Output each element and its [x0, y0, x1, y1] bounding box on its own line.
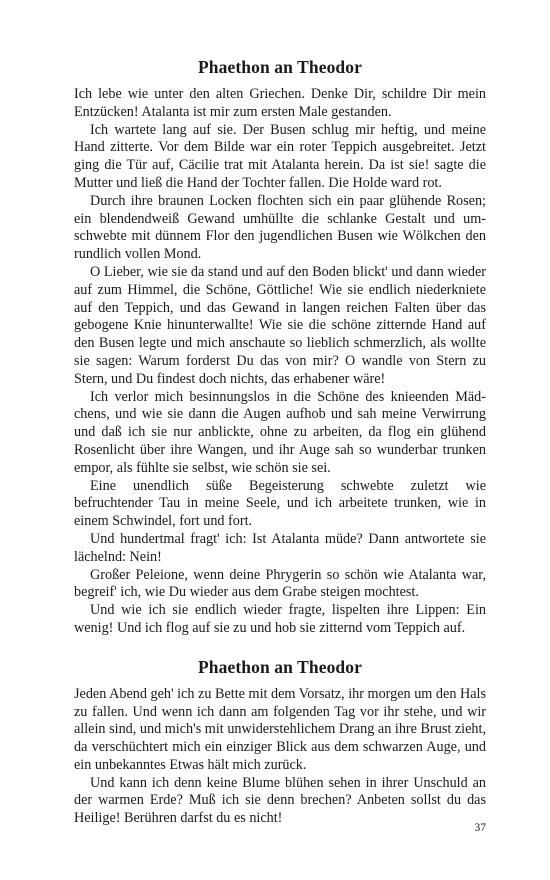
paragraph: O Lieber, wie sie da stand und auf den Boden blickt' und dann wieder auf zum Himmel, die Schöne, Göttliche! Wie sie endlich niederkniete auf den Teppich, und das Gewand in langen reichen Falten über das gebogene Knie hinunterwallte! Wie sie die schöne zitternde Hand auf den Busen legte und mich anschaute so lieblich schmerzlich, als wollte sie sagen: Warum forderst Du das von mir? O wandle von Stern zu Stern, und Du findest doch nichts, das erhabener wäre! — [74, 263, 486, 387]
paragraph: Jeden Abend geh' ich zu Bette mit dem Vorsatz, ihr morgen um den Hals zu fallen. Und wenn ich dann am folgenden Tag vor ihr stehe, und wir allein sind, und mich's mit unwiderstehlichem Drang an ihre Brust zieht, da verschüchtert mich ein einziger Blick aus dem schwarzen Auge, und ein unbekanntes Etwas hält mich zurück. — [74, 685, 486, 773]
paragraph: Ich verlor mich besinnungslos in die Schöne des knieenden Mädchens, und wie sie dann die Augen aufhob und sah meine Verwirrung und daß ich sie nur anblickte, ohne zu arbeiten, da flog ein glühend Rosenlicht über ihre Wangen, und ihr Auge sah so wunderbar trunken empor, als fühlte sie selbst, wie schön sie sei. — [74, 388, 486, 476]
paragraph: Ich lebe wie unter den alten Griechen. Denke Dir, schildre Dir mein Entzücken! Atalanta ist mir zum ersten Male gestanden. — [74, 86, 486, 120]
page-number: 37 — [474, 822, 486, 834]
paragraph: Und kann ich denn keine Blume blühen sehen in ihrer Unschuld an der warmen Erde? Muß ich sie denn brechen? Anbeten sollst du das Heilige! Berühren darfst du es nicht! — [74, 774, 486, 827]
paragraph: Durch ihre braunen Locken flochten sich ein paar glühende Rosen; ein blendendweiß Gewand umhüllte die schlanke Gestalt und umschwebte mit dünnem Flor den jugendlichen Busen wie Wölkchen den rundlich vollen Mond. — [74, 192, 486, 263]
paragraph: Und wie ich sie endlich wieder fragte, lispelten ihre Lippen: Ein wenig! Und ich flog auf sie zu und hob sie zitternd vom Teppich auf. — [74, 602, 486, 636]
paragraph: Und hundertmal fragt' ich: Ist Atalanta müde? Dann antwortete sie lächelnd: Nein! — [74, 530, 486, 565]
letter-section-2 — [74, 656, 486, 828]
paragraph: Großer Peleione, wenn deine Phrygerin so schön wie Atalanta war, begreif' ich, wie Du wieder aus dem Grabe steigen mochtest. — [74, 566, 486, 601]
book-page — [74, 56, 486, 828]
letter-section-1 — [74, 56, 486, 638]
paragraph: Ich wartete lang auf sie. Der Busen schlug mir heftig, und meine Hand zitterte. Vor dem Bilde war ein roter Teppich ausgebreitet. Jetzt ging die Tür auf, Cäcilie trat mit Atalanta herein. Da ist sie! sagte die Mutter und ließ die Hand der Tochter fallen. Die Holde ward rot. — [74, 121, 486, 191]
paragraph: Eine unendlich süße Begeisterung schwebte zuletzt wie befruchtender Tau in meine Seele, und ich arbeitete trunken, wie in einem Schwindel, fort und fort. — [74, 477, 486, 530]
section-title: Phaethon an Theodor — [198, 656, 362, 677]
section-title: Phaethon an Theodor — [198, 57, 362, 77]
